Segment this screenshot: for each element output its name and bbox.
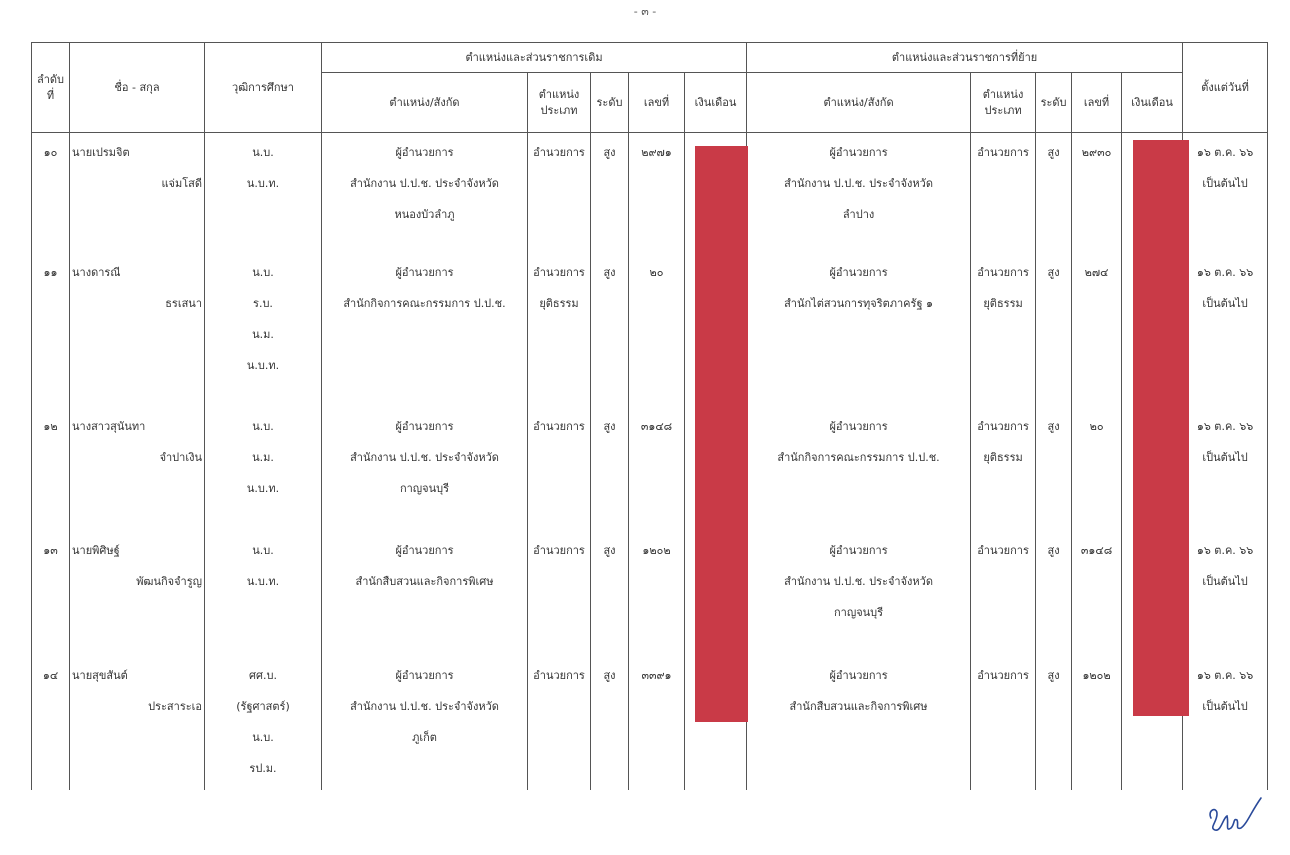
cell-line: หนองบัวลำภู [394, 208, 455, 221]
table-row [32, 133, 1268, 257]
cell-line: อำนวยการ [533, 265, 585, 279]
cell-line: ผู้อำนวยการ [829, 419, 888, 433]
row-number: ๑๒ [32, 411, 70, 535]
name-cell [70, 535, 205, 660]
table-row [32, 257, 1268, 411]
old-level: สูง [591, 535, 629, 660]
new-number: ๒๐ [1072, 411, 1122, 535]
cell-line: ผู้อำนวยการ [395, 543, 454, 557]
cell-line: ผู้อำนวยการ [829, 543, 888, 557]
table-body [32, 133, 1268, 790]
cell-line: น.บ.ท. [246, 574, 280, 588]
header-since: ตั้งแต่วันที่ [1183, 43, 1268, 133]
cell-line: ๑๖ ต.ค. ๖๖ [1196, 668, 1254, 682]
cell-line: เป็นต้นไป [1202, 296, 1248, 310]
cell-line: เป็นต้นไป [1202, 177, 1248, 190]
name-cell [70, 257, 205, 411]
header-old-salary: เงินเดือน [685, 73, 747, 133]
cell-line: อำนวยการ [977, 543, 1029, 557]
row-number: ๑๔ [32, 660, 70, 790]
header-education: วุฒิการศึกษา [205, 43, 322, 133]
old-number: ๒๐ [629, 257, 685, 411]
header-old-type: ตำแหน่ง ประเภท [528, 73, 591, 133]
new-level: สูง [1036, 660, 1072, 790]
cell-line: ผู้อำนวยการ [829, 668, 888, 682]
header-new-type: ตำแหน่ง ประเภท [971, 73, 1036, 133]
header-new-position: ตำแหน่ง/สังกัด [747, 73, 971, 133]
cell-line: ผู้อำนวยการ [395, 419, 454, 433]
first-name: นายพิศิษฐ์ [72, 543, 120, 557]
cell-line: ร.บ. [253, 296, 273, 310]
cell-line: น.บ.ท. [246, 481, 280, 495]
new-level: สูง [1036, 133, 1072, 257]
cell-line: อำนวยการ [533, 543, 585, 557]
cell-line: กาญจนบุรี [834, 605, 884, 619]
cell-line: อำนวยการ [977, 265, 1029, 279]
cell-line: สำนักงาน ป.ป.ช. ประจำจังหวัด [784, 177, 933, 190]
header-new-level: ระดับ [1036, 73, 1072, 133]
old-number: ๑๒๐๒ [629, 535, 685, 660]
table-row [32, 660, 1268, 790]
new-level: สูง [1036, 257, 1072, 411]
cell-line: ๑๖ ต.ค. ๖๖ [1196, 419, 1254, 433]
old-number: ๓๓๙๑ [629, 660, 685, 790]
new-number: ๒๙๓๐ [1072, 133, 1122, 257]
header-no: ลำดับ ที่ [32, 43, 70, 133]
cell-line: ผู้อำนวยการ [829, 265, 888, 279]
cell-line: สำนักงาน ป.ป.ช. ประจำจังหวัด [350, 699, 499, 713]
redaction-old-salary [695, 146, 748, 722]
last-name: พัฒนกิจจำรูญ [136, 574, 202, 588]
cell-line: ๑๖ ต.ค. ๖๖ [1196, 543, 1254, 557]
new-number: ๑๒๐๒ [1072, 660, 1122, 790]
header-old-group: ตำแหน่งและส่วนราชการเดิม [322, 43, 747, 73]
cell-line: อำนวยการ [977, 419, 1029, 433]
cell-line: น.ม. [252, 450, 274, 464]
old-level: สูง [591, 411, 629, 535]
cell-line: (รัฐศาสตร์) [236, 699, 290, 713]
cell-line: ๑๖ ต.ค. ๖๖ [1196, 146, 1254, 159]
cell-line: สำนักงาน ป.ป.ช. ประจำจังหวัด [350, 450, 499, 464]
last-name: ประสาระเอ [148, 699, 202, 713]
header-name: ชื่อ - สกุล [70, 43, 205, 133]
cell-line: กาญจนบุรี [399, 481, 450, 495]
row-number: ๑๐ [32, 133, 70, 257]
old-level: สูง [591, 257, 629, 411]
cell-line: สำนักงาน ป.ป.ช. ประจำจังหวัด [350, 177, 499, 190]
cell-line: อำนวยการ [533, 146, 585, 159]
cell-line: เป็นต้นไป [1202, 699, 1248, 713]
first-name: นางสาวสุนันทา [72, 419, 146, 433]
row-number: ๑๑ [32, 257, 70, 411]
header-new-salary: เงินเดือน [1122, 73, 1183, 133]
cell-line: ยุติธรรม [983, 296, 1023, 310]
old-number: ๒๙๗๑ [629, 133, 685, 257]
row-number: ๑๓ [32, 535, 70, 660]
last-name: จำปาเงิน [159, 450, 202, 464]
last-name: ธรเสนา [165, 296, 202, 310]
cell-line: อำนวยการ [977, 668, 1029, 682]
first-name: นายสุขสันต์ [72, 668, 128, 682]
header-old-level: ระดับ [591, 73, 629, 133]
table-row [32, 411, 1268, 535]
cell-line: น.บ. [252, 543, 274, 557]
header-old-number: เลขที่ [629, 73, 685, 133]
table-row [32, 535, 1268, 660]
new-number: ๓๑๔๘ [1072, 535, 1122, 660]
name-cell [70, 660, 205, 790]
redaction-new-salary [1133, 140, 1189, 716]
first-name: นายเปรมจิต [72, 146, 130, 159]
cell-line: สำนักงาน ป.ป.ช. ประจำจังหวัด [784, 574, 933, 588]
cell-line: ผู้อำนวยการ [395, 146, 454, 159]
old-level: สูง [591, 133, 629, 257]
new-number: ๒๗๔ [1072, 257, 1122, 411]
cell-line: ผู้อำนวยการ [829, 146, 888, 159]
cell-line: ภูเก็ต [412, 730, 437, 744]
old-number: ๓๑๔๘ [629, 411, 685, 535]
cell-line: ยุติธรรม [983, 450, 1023, 464]
cell-line: เป็นต้นไป [1202, 450, 1248, 464]
last-name: แจ่มโสดี [161, 177, 202, 190]
cell-line: สำนักสืบสวนและกิจการพิเศษ [789, 699, 928, 713]
cell-line: อำนวยการ [533, 419, 585, 433]
header-new-group: ตำแหน่งและส่วนราชการที่ย้าย [747, 43, 1183, 73]
cell-line: น.บ.ท. [246, 358, 280, 372]
transfer-table [31, 42, 1268, 790]
new-level: สูง [1036, 535, 1072, 660]
cell-line: สำนักกิจการคณะกรรมการ ป.ป.ช. [777, 450, 940, 464]
cell-line: น.บ. [252, 419, 274, 433]
cell-line: น.บ.ท. [246, 177, 280, 190]
header-new-number: เลขที่ [1072, 73, 1122, 133]
cell-line: น.ม. [252, 327, 274, 341]
cell-line: ศศ.บ. [249, 668, 277, 682]
signature-mark [1205, 788, 1265, 838]
cell-line: ผู้อำนวยการ [395, 265, 454, 279]
cell-line: ผู้อำนวยการ [395, 668, 454, 682]
cell-line: ๑๖ ต.ค. ๖๖ [1196, 265, 1254, 279]
name-cell [70, 411, 205, 535]
cell-line: น.บ. [252, 146, 274, 159]
cell-line: ลำปาง [842, 208, 875, 221]
cell-line: อำนวยการ [533, 668, 585, 682]
cell-line: รป.ม. [249, 761, 277, 775]
first-name: นางดารณี [72, 265, 121, 279]
page-number: - ๓ - [633, 5, 657, 18]
cell-line: น.บ. [252, 730, 274, 744]
cell-line: น.บ. [252, 265, 274, 279]
cell-line: ยุติธรรม [539, 296, 579, 310]
cell-line: เป็นต้นไป [1202, 574, 1248, 588]
cell-line: สำนักไต่สวนการทุจริตภาครัฐ ๑ [784, 296, 933, 310]
header-old-position: ตำแหน่ง/สังกัด [322, 73, 528, 133]
cell-line: อำนวยการ [977, 146, 1029, 159]
new-level: สูง [1036, 411, 1072, 535]
cell-line: สำนักสืบสวนและกิจการพิเศษ [355, 574, 494, 588]
cell-line: สำนักกิจการคณะกรรมการ ป.ป.ช. [343, 296, 506, 310]
old-level: สูง [591, 660, 629, 790]
name-cell [70, 133, 205, 257]
